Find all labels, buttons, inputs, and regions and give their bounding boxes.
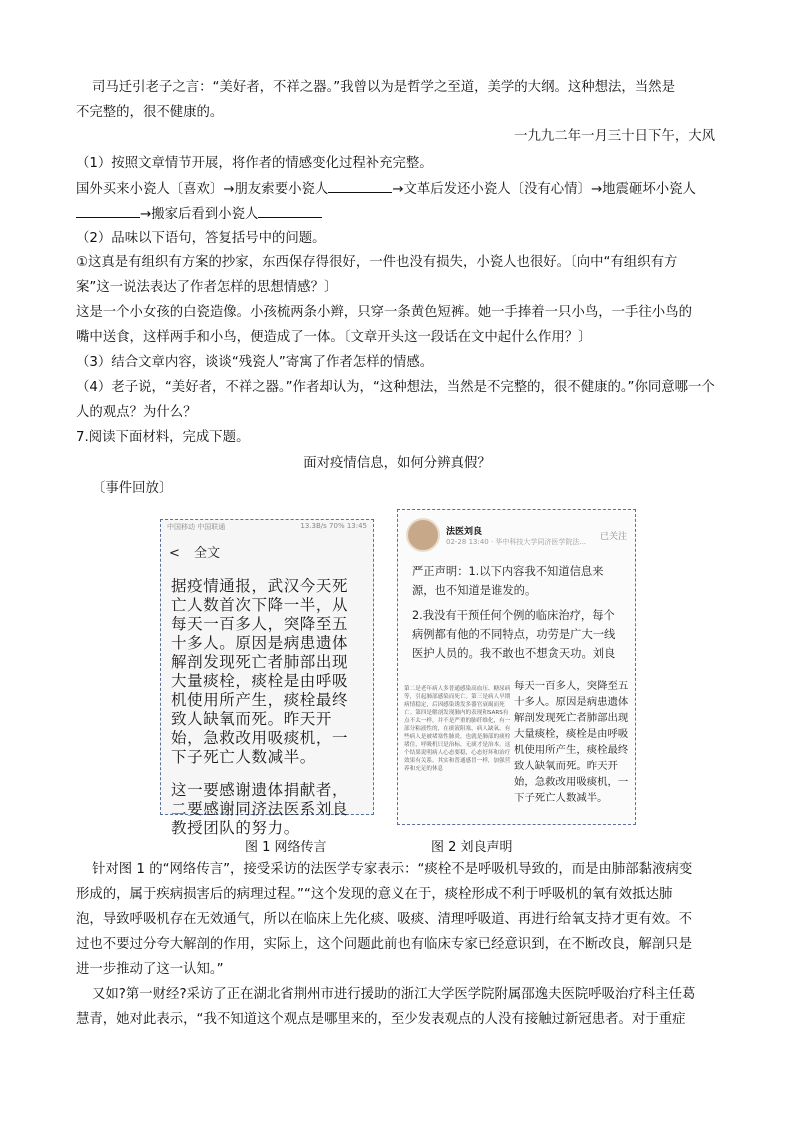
author-name: 法医刘良 bbox=[446, 526, 483, 537]
question-3: （3）结合文章内容，谈谈“残瓷人”寄寓了作者怎样的情感。 bbox=[76, 355, 434, 370]
chain-part: 国外买来小瓷人〔喜欢〕→朋友索要小瓷人 bbox=[76, 182, 329, 197]
statement-2: 2.我没有干预任何个例的临床治疗，每个病例都有他的不同特点，功劳是广大一线医护人员的。我不敢也不想贪天功。刘良 bbox=[412, 609, 616, 660]
text-line bbox=[76, 205, 322, 224]
text-line: 针对图 1 的“网络传言”，接受采访的法医学专家表示：“痰栓不是呼吸机导致的，而是由肺部黏液病变 bbox=[92, 862, 693, 877]
small-print-column: 第二是老年病人多普通感染高血压、糖尿病等，引起肺部感染而死亡。第三是病人早期病情稳定，后因感染诱发多器官衰竭而死亡。第四是解剖发现肺内的表现和SARS有点不太一样，并不是严重的肺纤维化，有一部分粘液性的，在痰液阻塞，病人缺氧。有些病人是被堵塞性肺炎，也就是肺部的痰栓堵住，呼吸机只是治标，无痰才是治本。这个结果说明病人心态要稳，心态好坏和治疗效果有关系。其实和普通感冒一样，加强营养和充足的休息 bbox=[404, 686, 511, 772]
status-bar: 中国移动 中国联通 13.3B/s 70% 13:45 bbox=[167, 522, 367, 531]
text-line bbox=[76, 180, 696, 199]
question-7: 7.阅读下面材料，完成下题。 bbox=[76, 430, 250, 445]
text-line: ①这真是有组织有方案的抄家，东西保存得很好，一件也没有损失，小瓷人也很好。〔向中“有组织有方 bbox=[76, 255, 678, 270]
chain-part: →文革后发还小瓷人〔没有心情〕→地震砸坏小瓷人 bbox=[392, 182, 696, 197]
nav-bar bbox=[161, 536, 373, 567]
answer-blank[interactable] bbox=[328, 180, 392, 193]
date-signature: 一九九二年一月三十日下午，大风 bbox=[514, 129, 715, 144]
text-line: 嘴中送食，这样两手和小鸟，便造成了一体。〔文章开头这一段话在文中起什么作用？〕 bbox=[76, 330, 592, 345]
question-1: （1）按照文章情节开展，将作者的情感变化过程补充完整。 bbox=[76, 156, 433, 171]
question-2: （2）品味以下语句，答复括号中的问题。 bbox=[76, 231, 326, 246]
text-line: 不完整的，很不健康的。 bbox=[76, 105, 224, 120]
section-title: 面对疫情信息，如何分辨真假？ bbox=[303, 456, 491, 471]
back-icon: < bbox=[169, 546, 180, 561]
text-line: 人的观点？为什么？ bbox=[76, 405, 197, 420]
answer-blank[interactable] bbox=[76, 205, 140, 218]
text-line: 泡，导致呼吸机存在无效通气，所以在临床上先化痰、吸痰、清理呼吸道、再进行给氧支持才更有效。不 bbox=[76, 912, 692, 927]
nav-title: 全文 bbox=[194, 546, 221, 561]
figure-1-screenshot bbox=[160, 519, 374, 837]
text-line: 司马迁引老子之言：“美好者，不祥之器。”我曾以为是哲学之至道，美学的大纲。这种想法，当然是 bbox=[92, 80, 675, 95]
figure-2-caption: 图 2 刘良声明 bbox=[431, 840, 513, 855]
text-line: 案”这一说法表达了作者怎样的思想情感？〕 bbox=[76, 280, 338, 295]
answer-blank[interactable] bbox=[258, 205, 322, 218]
text-line: 进一步推动了这一认知。” bbox=[76, 962, 224, 977]
avatar bbox=[406, 518, 440, 552]
chain-part: →搬家后看到小瓷人 bbox=[140, 207, 259, 222]
figure-2-screenshot bbox=[397, 509, 636, 825]
rumor-text: 据疫情通报，武汉今天死亡人数首次下降一半，从每天一百多人，突降至五十多人。原因是病患遗体解剖发现死亡者肺部出现大量痰栓，痰栓是由呼吸机使用所产生，痰栓最终致人缺氧而死。昨天开始，急救改用吸痰机，一下子死亡人数减半。 bbox=[171, 577, 349, 766]
text-line: 慧青，她对此表示，“我不知道这个观点是哪里来的，至少发表观点的人没有接触过新冠患者。对于重症 bbox=[76, 1012, 686, 1027]
quoted-rumor-crop: 每天一百多人，突降至五十多人。原因是病患遗体解剖发现死亡者肺部出现大量痰栓，痰栓是由呼吸机使用所产生，痰栓最终致人缺氧而死。昨天开始，急救改用吸痰机，一下子死亡人数减半。 bbox=[514, 680, 629, 804]
section-label: 〔事件回放〕 bbox=[92, 481, 173, 496]
follow-status: 已关注 bbox=[599, 531, 627, 542]
text-line: 这是一个小女孩的白瓷造像。小孩梳两条小辫，只穿一条黄色短裤。她一手捧着一只小鸟，一手往小鸟的 bbox=[76, 305, 692, 320]
rumor-text-thanks: 这一要感谢遗体捐献者，二要感谢同济法医系刘良教授团队的努力。 bbox=[171, 781, 349, 837]
text-line: 又如?第一财经?采访了正在湖北省荆州市进行援助的浙江大学医学院附属邵逸夫医院呼吸治疗科主任葛 bbox=[92, 987, 696, 1002]
figure-1-caption: 图 1 网络传言 bbox=[245, 840, 327, 855]
post-meta: 02-28 13:40 · 华中科技大学同济医学院法... bbox=[446, 537, 587, 546]
post-header bbox=[398, 510, 635, 556]
text-line: 过也不要过分夸大解剖的作用，实际上，这个问题此前也有临床专家已经意识到，在不断改良，解剖只是 bbox=[76, 937, 692, 952]
question-4: （4）老子说，“美好者，不祥之器。”作者却认为，“这种想法，当然是不完整的，很不健康的。”你同意哪一个 bbox=[76, 380, 715, 395]
text-line: 形成的，属于疾病损害后的病理过程。”“这个发现的意义在于，痰栓形成不利于呼吸机的氧有效抵达肺 bbox=[76, 887, 673, 902]
statement-1: 严正声明：1.以下内容我不知道信息来源，也不知道是谁发的。 bbox=[412, 565, 604, 597]
